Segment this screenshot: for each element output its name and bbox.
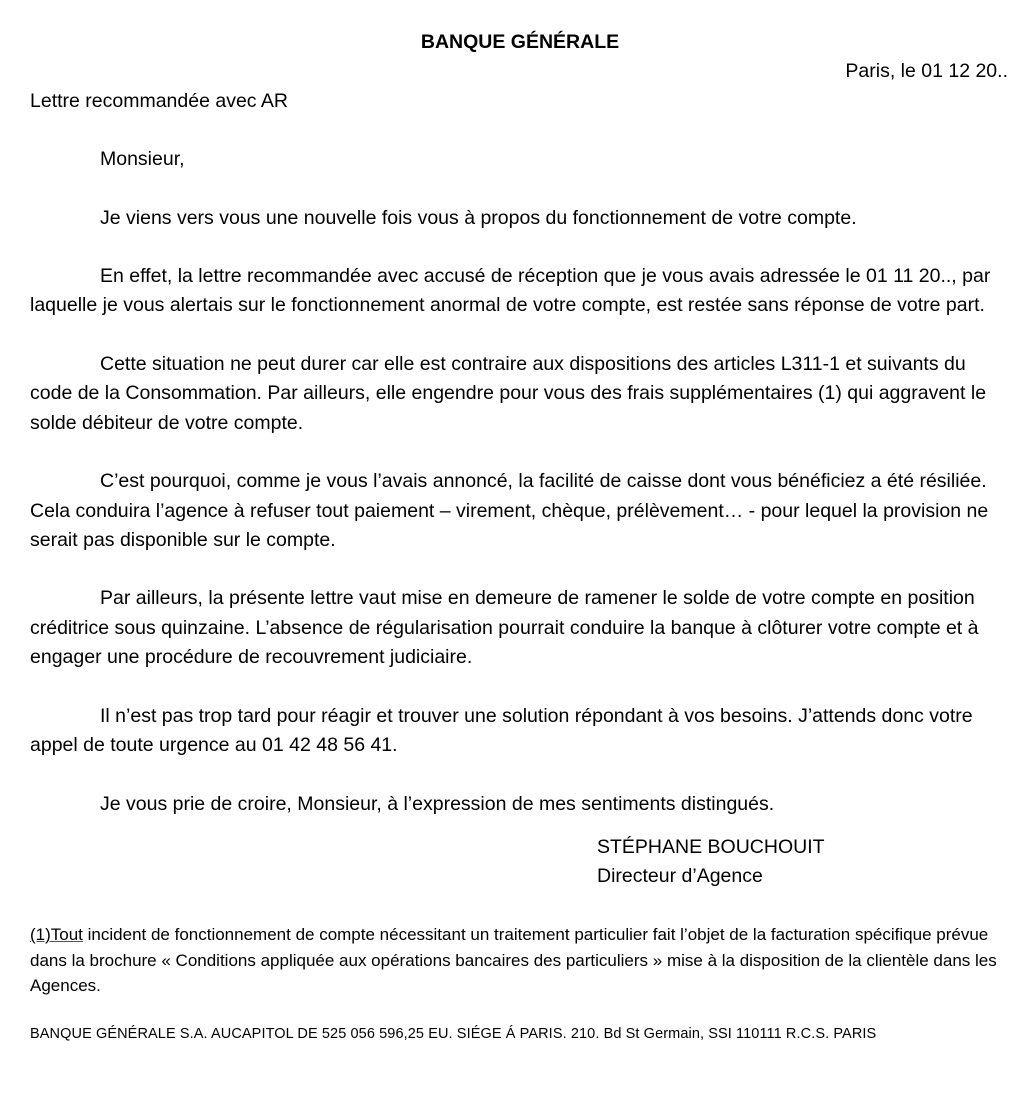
delivery-mode: Lettre recommandée avec AR: [30, 90, 288, 112]
paragraph-formal-notice: Par ailleurs, la présente lettre vaut mise en demeure de ramener le solde de votre compte en position créditrice sous quinzaine. L’absence de régularisation pourrait conduire la banque à clôturer votre compte et à engager une procédure de recouvrement judiciaire.: [30, 587, 979, 669]
footnote-marker: (1)Tout: [30, 925, 83, 945]
letter-body: [30, 145, 1010, 819]
signatory-name: STÉPHANE BOUCHOUIT: [597, 835, 825, 858]
paragraph-facility-terminated: C’est pourquoi, comme je vous l’avais annoncé, la facilité de caisse dont vous bénéficiez a été résiliée. Cela conduira l’agence à refuser tout paiement – virement, chèque, prélèvement… - pour lequel la provision ne serait pas disponible sur le compte.: [30, 470, 989, 551]
paragraph-closing: Je vous prie de croire, Monsieur, à l’expression de mes sentiments distingués.: [100, 792, 775, 815]
bank-name-heading: BANQUE GÉNÉRALE: [420, 31, 620, 53]
paragraph-previous-letter: En effet, la lettre recommandée avec accusé de réception que je vous avais adressée le 01 11 20.., par laquelle je vous alertais sur le fonctionnement anormal de votre compte, est restée sans réponse de votre part.: [30, 265, 991, 317]
paragraph-intro: Je viens vers vous une nouvelle fois vous à propos du fonctionnement de votre compte.: [100, 206, 857, 229]
paragraph-legal-situation: Cette situation ne peut durer car elle est contraire aux dispositions des articles L311-1 et suivants du code de la Consommation. Par ailleurs, elle engendre pour vous des frais supplémentaires (1) qui aggravent le solde débiteur de votre compte.: [30, 353, 987, 434]
salutation: Monsieur,: [100, 148, 185, 170]
signature-block: [597, 833, 1010, 892]
footnote-text: incident de fonctionnement de compte nécessitant un traitement particulier fait l’objet de la facturation spécifique prévue dans la brochure « Conditions appliquée aux opérations bancaires des particuliers » mise à la disposition de la clientèle dans les Agences.: [30, 925, 997, 996]
footnote: [30, 922, 1010, 999]
paragraph-call-to-action: Il n’est pas trop tard pour réagir et trouver une solution répondant à vos besoins. J’attends donc votre appel de toute urgence au 01 42 48 56 41.: [30, 704, 973, 756]
place-date: Paris, le 01 12 20..: [845, 60, 1008, 82]
signatory-title: Directeur d’Agence: [597, 865, 763, 888]
legal-footer: BANQUE GÉNÉRALE S.A. AUCAPITOL DE 525 056 596,25 EU. SIÉGE Á PARIS. 210. Bd St Germain, SSI 110111 R.C.S. PARIS: [30, 1025, 877, 1042]
letter-page: [30, 28, 1010, 1044]
